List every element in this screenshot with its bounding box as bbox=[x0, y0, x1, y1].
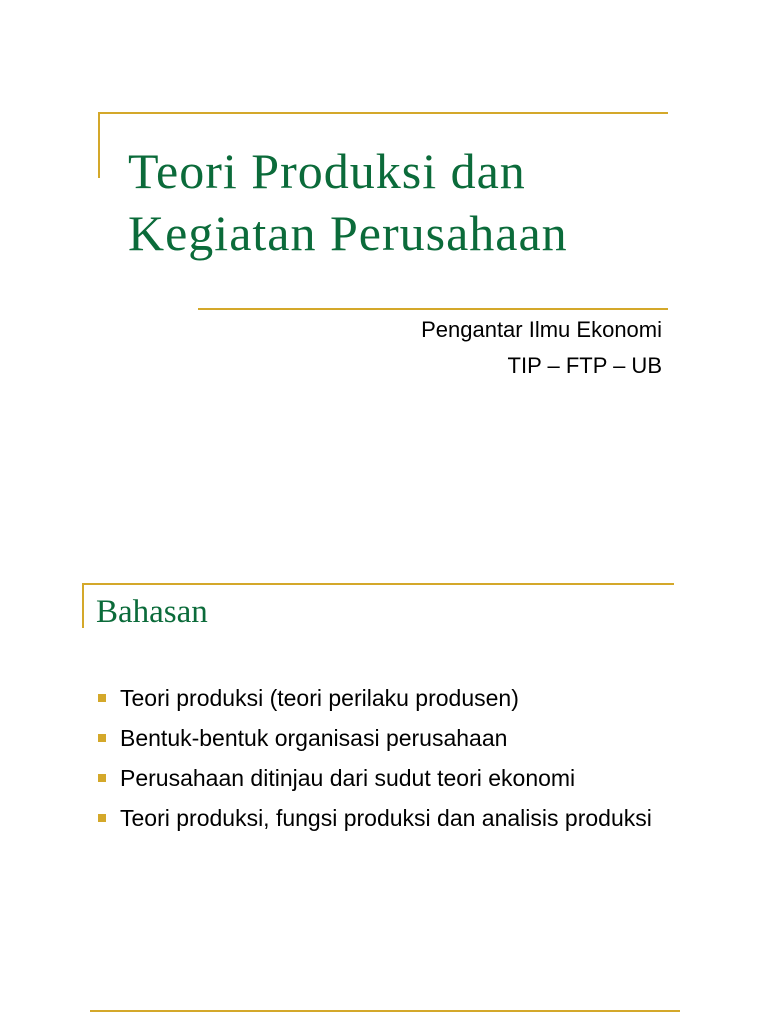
slide-title bbox=[128, 140, 568, 264]
subtitle-line-1: Pengantar Ilmu Ekonomi bbox=[421, 317, 662, 342]
bullet-square-icon bbox=[98, 814, 106, 822]
footer-rule bbox=[90, 1010, 680, 1012]
subtitle-line-2: TIP – FTP – UB bbox=[507, 353, 662, 378]
bullet-text: Bentuk-bentuk organisasi perusahaan bbox=[120, 725, 508, 751]
bullet-square-icon bbox=[98, 774, 106, 782]
title-line-1: Teori Produksi dan bbox=[128, 143, 526, 199]
bullet-text: Teori produksi, fungsi produksi dan analisis produksi bbox=[120, 805, 652, 831]
slide-subtitle bbox=[421, 312, 662, 384]
left-bracket bbox=[98, 112, 100, 178]
list-item bbox=[96, 763, 686, 793]
heading-bracket bbox=[82, 583, 84, 628]
title-line-2: Kegiatan Perusahaan bbox=[128, 205, 568, 261]
slide-heading: Bahasan bbox=[96, 594, 208, 630]
agenda-slide bbox=[0, 540, 768, 1024]
bullet-text: Teori produksi (teori perilaku produsen) bbox=[120, 685, 519, 711]
title-underline bbox=[198, 308, 668, 310]
bullet-square-icon bbox=[98, 694, 106, 702]
top-rule bbox=[98, 112, 668, 114]
list-item bbox=[96, 683, 686, 713]
heading-rule bbox=[82, 583, 674, 585]
bullet-list bbox=[96, 683, 686, 843]
list-item bbox=[96, 803, 686, 833]
bullet-square-icon bbox=[98, 734, 106, 742]
bullet-text: Perusahaan ditinjau dari sudut teori ekonomi bbox=[120, 765, 576, 791]
list-item bbox=[96, 723, 686, 753]
